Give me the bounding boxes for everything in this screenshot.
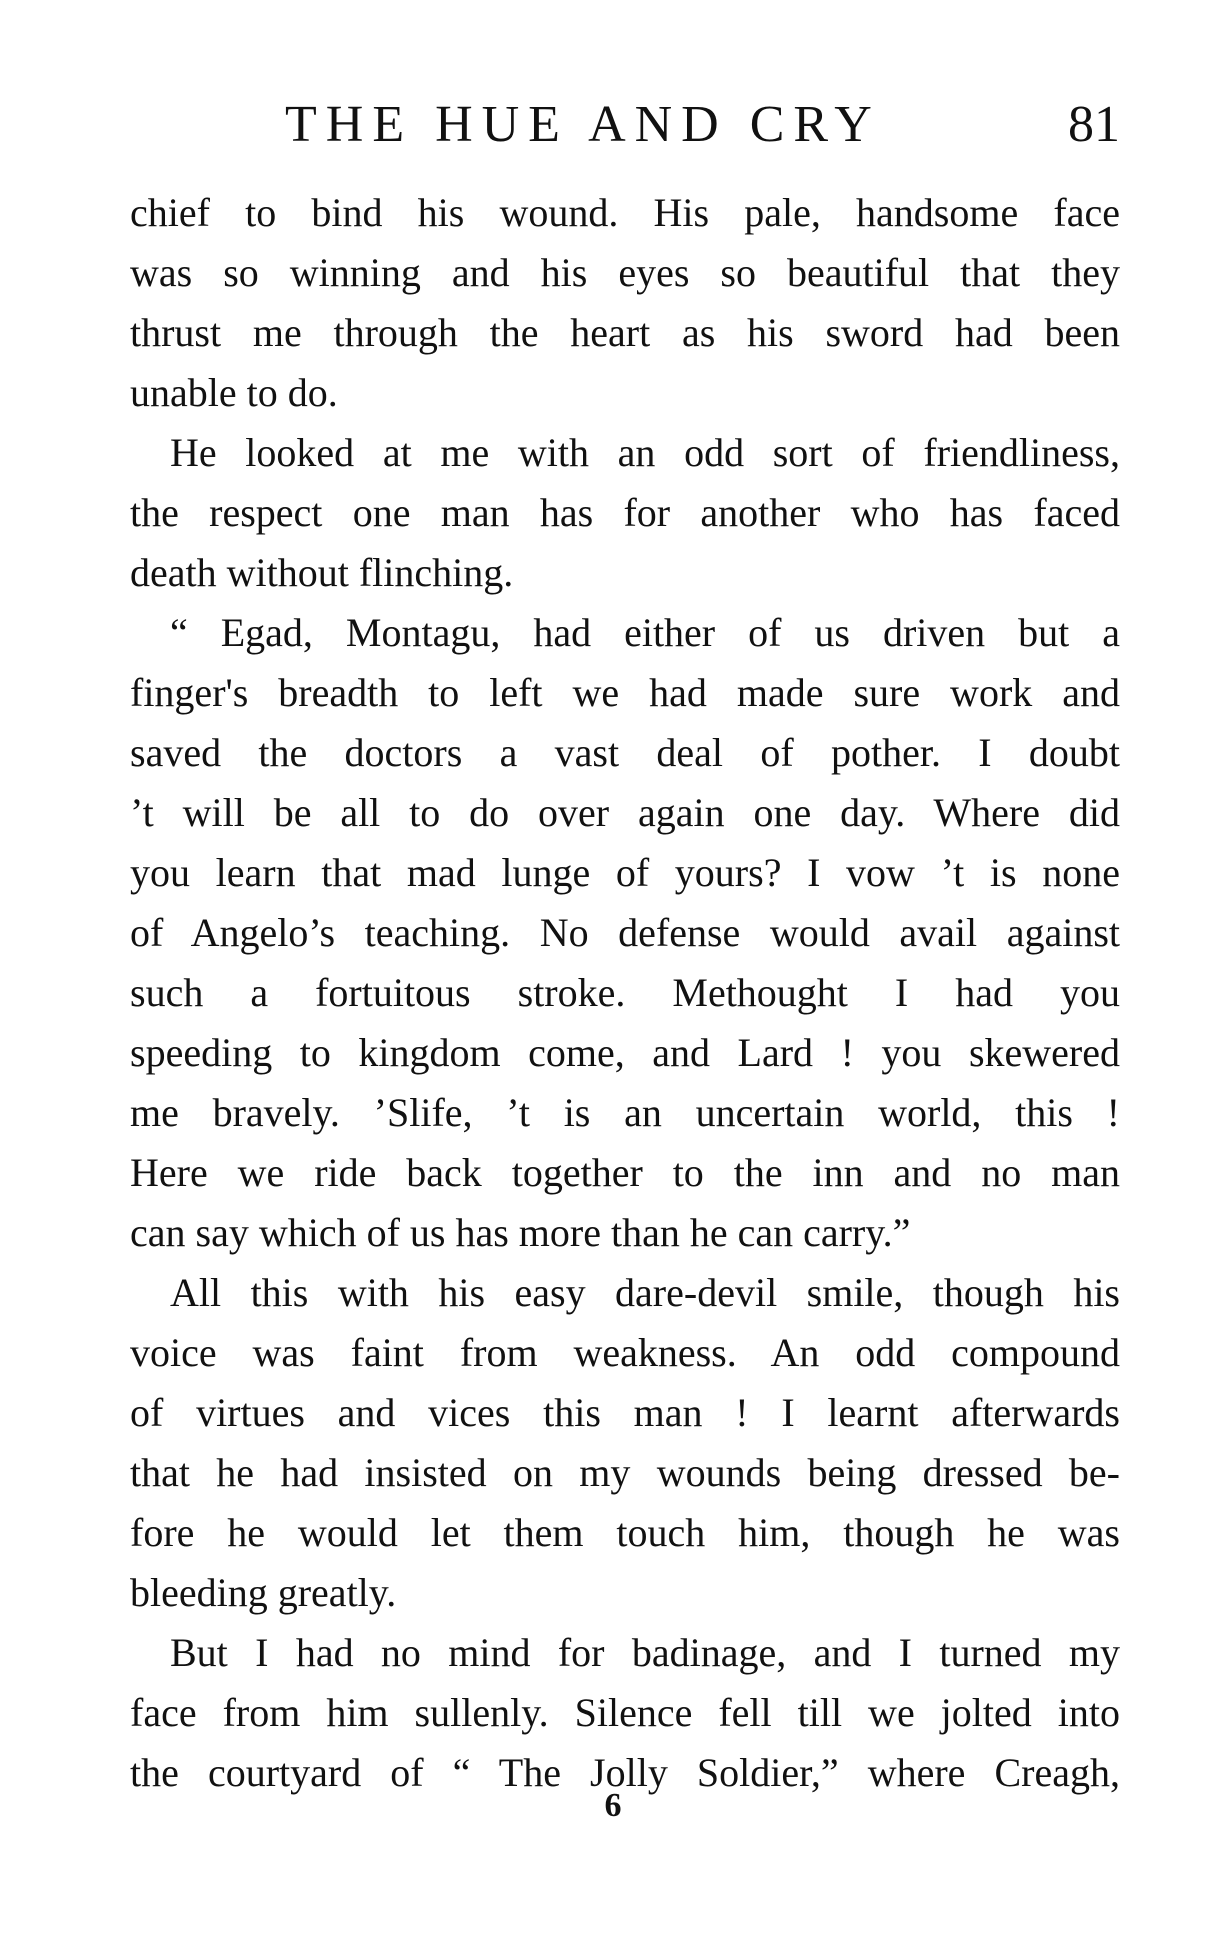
text-line: was so winning and his eyes so beautiful that they: [130, 250, 1120, 295]
text-line: me bravely. ’Slife, ’t is an uncertain world, this !: [130, 1090, 1120, 1135]
text-line: “ Egad, Montagu, had either of us driven but a: [170, 610, 1120, 655]
page-number: 81: [1068, 96, 1120, 153]
text-line: of virtues and vices this man ! I learnt afterwards: [130, 1390, 1120, 1435]
text-line: of Angelo’s teaching. No defense would avail against: [130, 910, 1120, 955]
text-line: But I had no mind for badinage, and I turned my: [170, 1630, 1120, 1675]
text-line: ’t will be all to do over again one day. Where did: [130, 790, 1120, 835]
text-line: He looked at me with an odd sort of friendliness,: [170, 430, 1120, 475]
text-line: voice was faint from weakness. An odd compound: [130, 1330, 1120, 1375]
text-line: speeding to kingdom come, and Lard ! you skewered: [130, 1030, 1120, 1075]
text-line: finger's breadth to left we had made sure work and: [130, 670, 1120, 715]
text-line: thrust me through the heart as his sword had been: [130, 310, 1120, 355]
text-line: the courtyard of “ The Jolly Soldier,” where Creagh,: [130, 1750, 1120, 1795]
text-line: chief to bind his wound. His pale, handsome face: [130, 190, 1120, 235]
text-line: the respect one man has for another who has faced: [130, 490, 1120, 535]
text-line: All this with his easy dare-devil smile, though his: [170, 1270, 1120, 1315]
text-line: unable to do.: [130, 370, 338, 415]
text-line: that he had insisted on my wounds being dressed be-: [130, 1450, 1120, 1495]
text-line: death without flinching.: [130, 550, 514, 595]
text-line: face from him sullenly. Silence fell till we jolted into: [130, 1690, 1120, 1735]
text-line: can say which of us has more than he can carry.”: [130, 1210, 911, 1255]
text-line: Here we ride back together to the inn and no man: [130, 1150, 1120, 1195]
running-head: [130, 95, 1120, 155]
signature-mark: 6: [604, 1787, 622, 1824]
text-line: you learn that mad lunge of yours? I vow ’t is none: [130, 850, 1120, 895]
body-text: [130, 183, 1120, 1803]
text-line: fore he would let them touch him, though he was: [130, 1510, 1120, 1555]
text-line: such a fortuitous stroke. Methought I had you: [130, 970, 1120, 1015]
text-line: saved the doctors a vast deal of pother. I doubt: [130, 730, 1120, 775]
running-title: THE HUE AND CRY: [285, 96, 881, 153]
text-line: bleeding greatly.: [130, 1570, 397, 1615]
